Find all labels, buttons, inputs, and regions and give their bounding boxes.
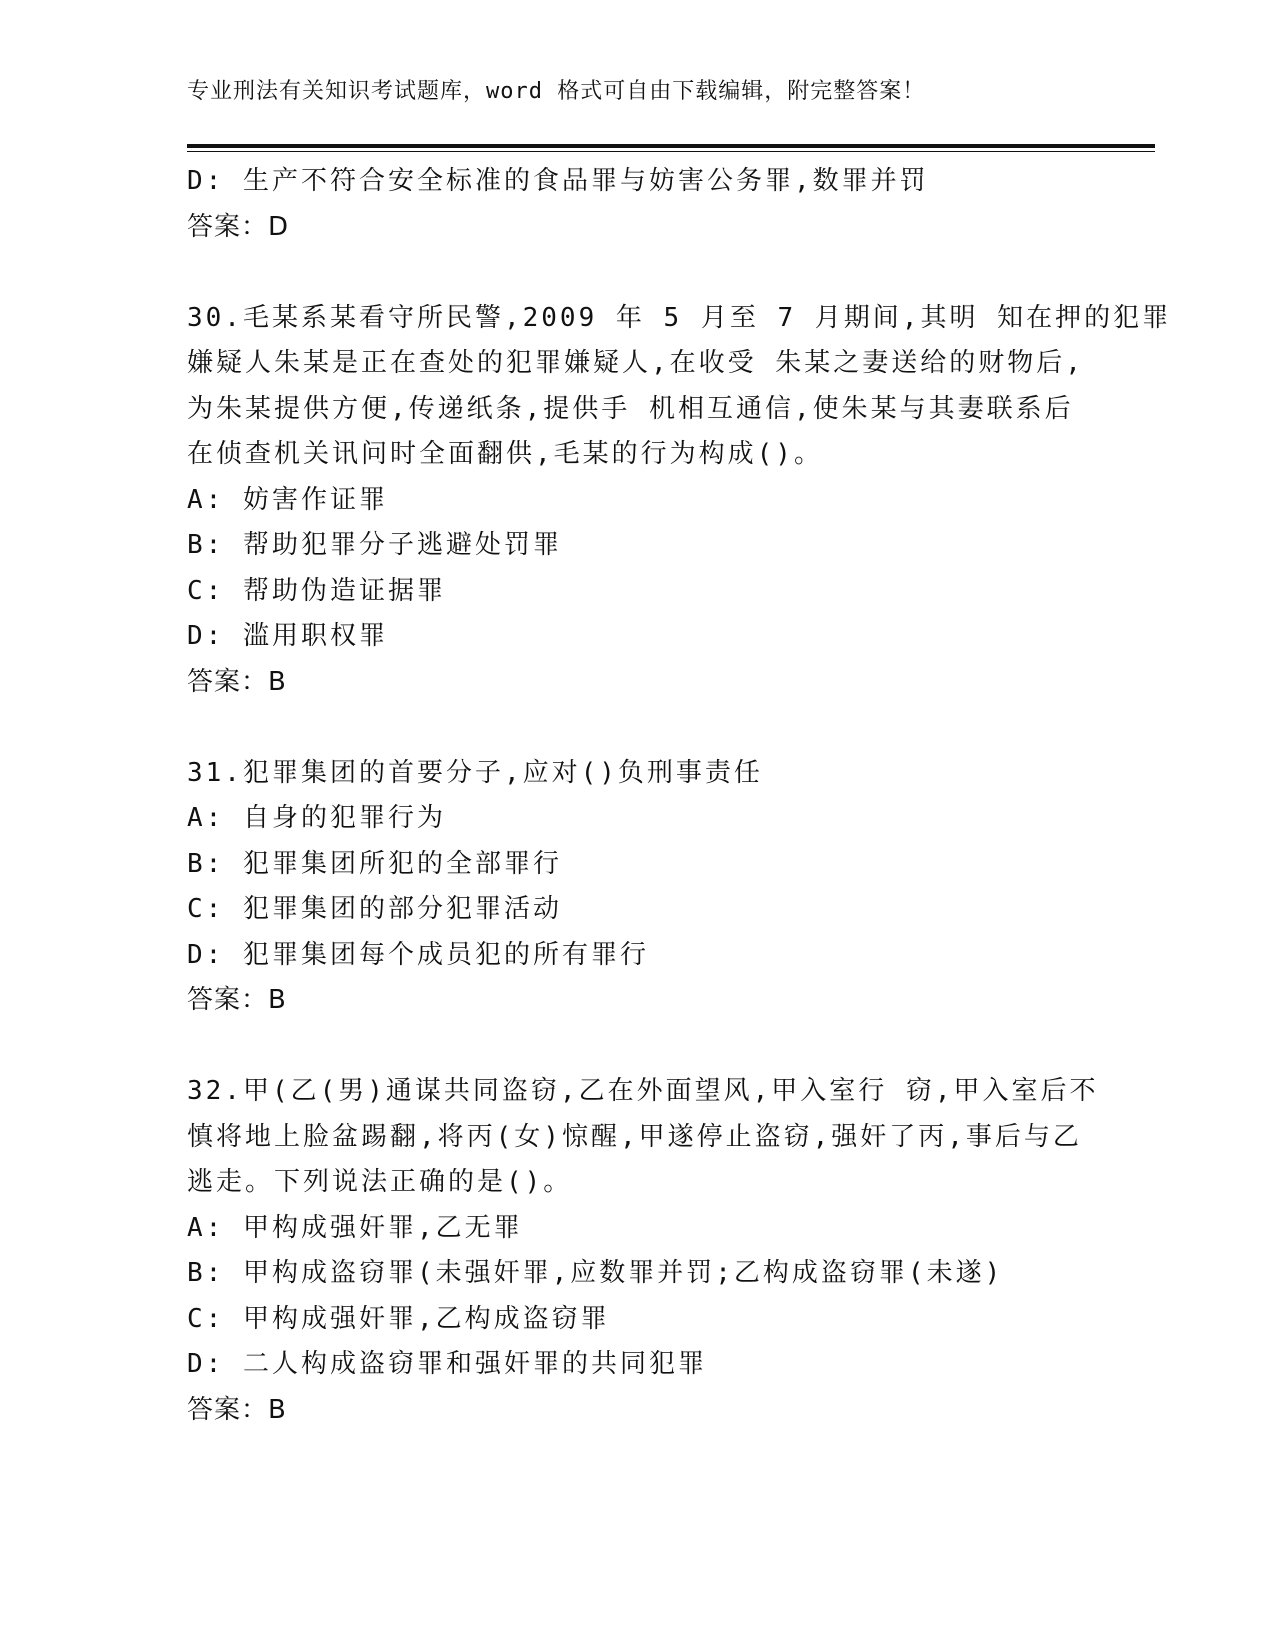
option-b: B: 帮助犯罪分子逃避处罚罪 <box>187 530 562 560</box>
answer-line: 答案：D <box>187 211 290 242</box>
option-c: C: 甲构成强奸罪,乙构成盗窃罪 <box>187 1303 610 1334</box>
question-stem-line: 在侦查机关讯问时全面翻供,毛某的行为构成()。 <box>187 439 823 469</box>
option-d: D: 滥用职权罪 <box>187 621 388 651</box>
option-d: D: 生产不符合安全标准的食品罪与妨害公务罪,数罪并罚 <box>187 166 929 196</box>
spacer <box>187 705 1087 751</box>
question-29-tail <box>187 159 1087 250</box>
question-stem-line: 嫌疑人朱某是正在查处的犯罪嫌疑人,在收受 朱某之妻送给的财物后, <box>187 348 1084 378</box>
option-c: C: 帮助伪造证据罪 <box>187 575 446 606</box>
option-b: B: 甲构成盗窃罪(未强奸罪,应数罪并罚;乙构成盗窃罪(未遂) <box>187 1258 1004 1288</box>
question-31 <box>187 751 1087 1024</box>
option-d: D: 犯罪集团每个成员犯的所有罪行 <box>187 939 649 970</box>
question-stem-line: 逃走。下列说法正确的是()。 <box>187 1167 573 1197</box>
answer-line: 答案：B <box>187 985 287 1015</box>
option-a: A: 自身的犯罪行为 <box>187 803 446 833</box>
document-body <box>187 159 1172 1433</box>
answer-line: 答案：B <box>187 666 287 697</box>
option-b: B: 犯罪集团所犯的全部罪行 <box>187 848 562 879</box>
question-32 <box>187 1069 1099 1433</box>
header-rule-thin <box>187 151 1155 152</box>
question-30 <box>187 296 1172 706</box>
spacer <box>187 250 1087 296</box>
question-stem-line: 31.犯罪集团的首要分子,应对()负刑事责任 <box>187 757 763 788</box>
spacer <box>187 1024 1087 1070</box>
option-a: A: 妨害作证罪 <box>187 484 388 515</box>
option-c: C: 犯罪集团的部分犯罪活动 <box>187 894 562 924</box>
question-stem-line: 慎将地上脸盆踢翻,将丙(女)惊醒,甲遂停止盗窃,强奸了丙,事后与乙 <box>187 1121 1082 1152</box>
question-stem-line: 30.毛某系某看守所民警,2009 年 5 月至 7 月期间,其明 知在押的犯罪 <box>187 302 1172 333</box>
question-stem-line: 为朱某提供方便,传递纸条,提供手 机相互通信,使朱某与其妻联系后 <box>187 393 1074 424</box>
option-d: D: 二人构成盗窃罪和强奸罪的共同犯罪 <box>187 1349 707 1379</box>
document-header: 专业刑法有关知识考试题库，word 格式可自由下载编辑，附完整答案！ <box>187 79 926 104</box>
header-rule-thick <box>187 144 1155 148</box>
option-a: A: 甲构成强奸罪,乙无罪 <box>187 1212 523 1243</box>
question-stem-line: 32.甲(乙(男)通谋共同盗窃,乙在外面望风,甲入室行 窃,甲入室后不 <box>187 1076 1099 1106</box>
answer-line: 答案：B <box>187 1394 287 1425</box>
